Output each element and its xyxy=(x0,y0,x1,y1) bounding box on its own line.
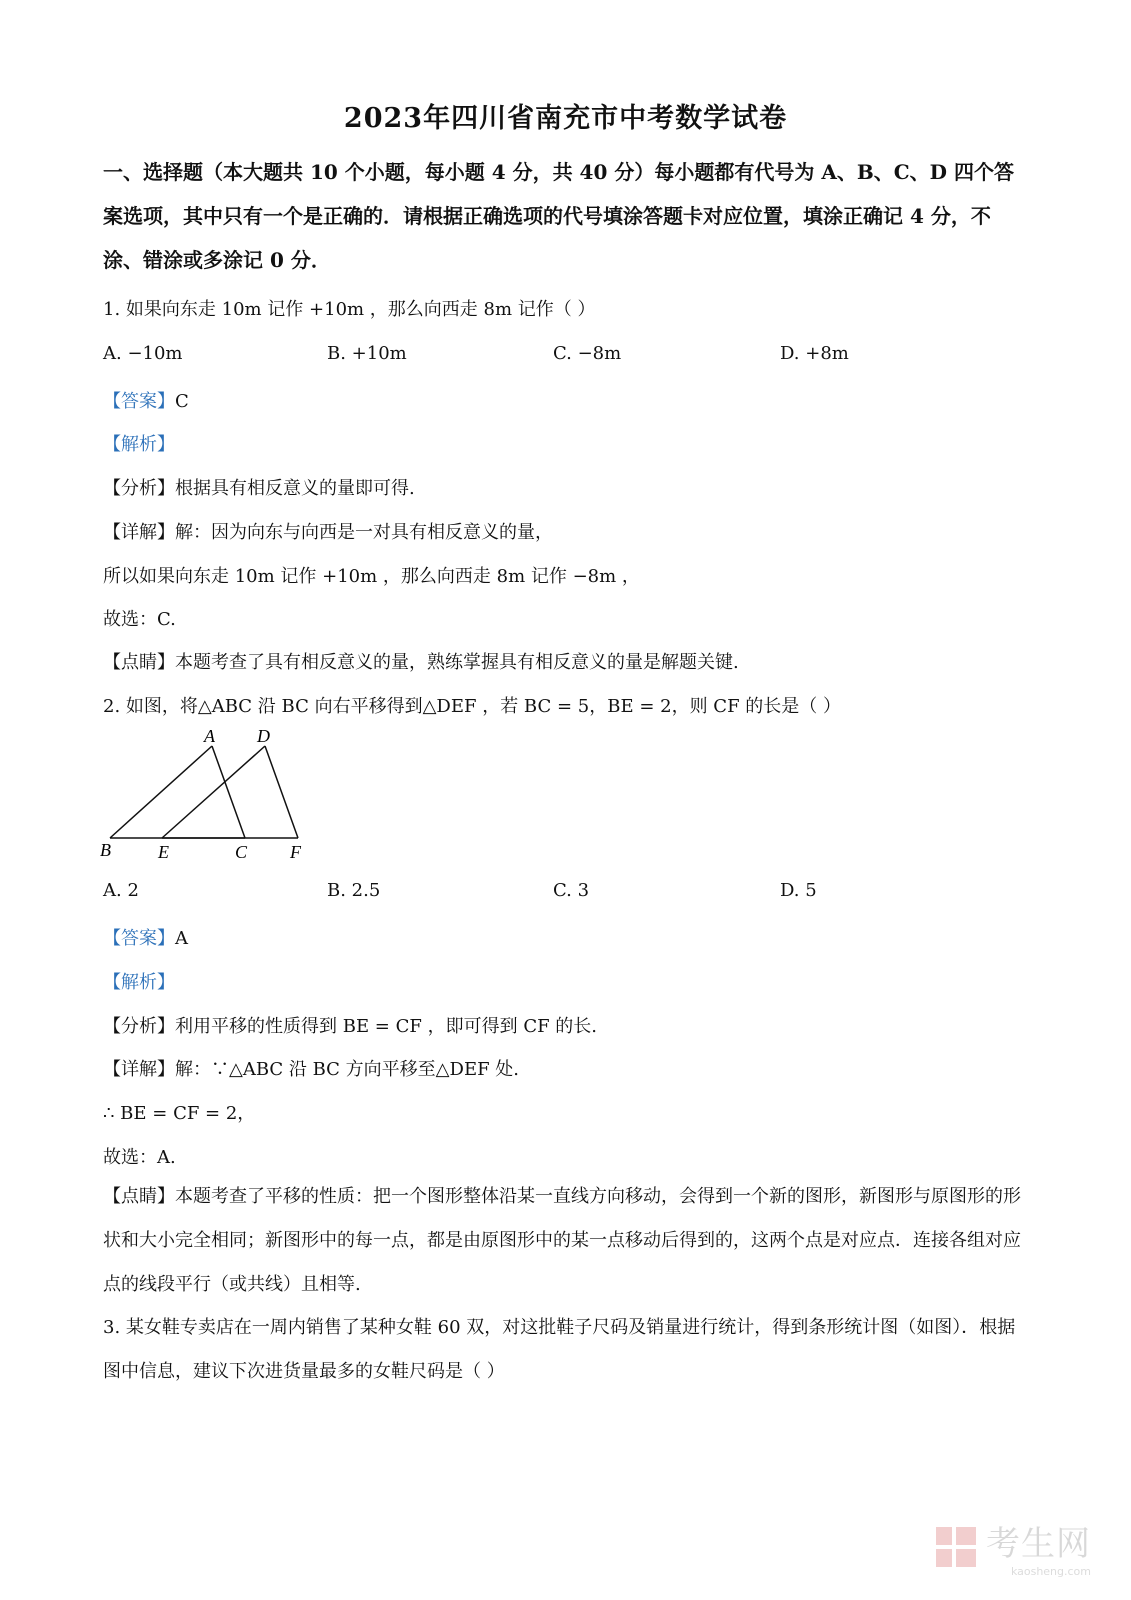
xiangjie-line: 【详解】解：因为向东与向西是一对具有相反意义的量， xyxy=(103,522,553,543)
segment-AC xyxy=(212,746,245,838)
segment-DE xyxy=(162,746,265,838)
label-A: A xyxy=(204,730,215,746)
segment-DF xyxy=(265,746,298,838)
option-c: C. 3 xyxy=(553,880,590,901)
option-a: A. 2 xyxy=(103,880,139,901)
question-3-stem: 3. 某女鞋专卖店在一周内销售了某种女鞋 60 双，对这批鞋子尺码及销量进行统计，得到条形统计图（如图）．根据图中信息，建议下次进货量最多的女鞋尺码是（ ） xyxy=(103,1317,1016,1382)
question-2-stem: 2. 如图，将△ABC 沿 BC 向右平移得到△DEF ，若 BC = 5，BE = 2，则 CF 的长是（ ） xyxy=(103,696,841,717)
option-c: C. −8m xyxy=(553,343,622,364)
label-E: E xyxy=(158,842,169,862)
option-a: A. −10m xyxy=(103,343,183,364)
option-d: D. +8m xyxy=(780,343,849,364)
page-title: 2023年四川省南充市中考数学试卷 xyxy=(343,103,788,134)
answer-tag: 【答案】 xyxy=(103,391,175,412)
answer-tag: 【答案】 xyxy=(103,928,175,949)
label-D: D xyxy=(257,730,270,746)
label-F: F xyxy=(290,842,301,862)
answer-value: C xyxy=(175,391,189,412)
label-C: C xyxy=(235,842,248,862)
dianjing-line: 【点睛】本题考查了具有相反意义的量，熟练掌握具有相反意义的量是解题关键. xyxy=(103,652,739,673)
watermark-brand: 考生网 xyxy=(986,1524,1091,1564)
fenxi-line: 【分析】根据具有相反意义的量即可得. xyxy=(103,478,415,499)
segment-AB xyxy=(110,746,212,838)
analysis-tag: 【解析】 xyxy=(103,972,175,993)
analysis-tag: 【解析】 xyxy=(103,434,175,455)
watermark-site: kaosheng.com xyxy=(1010,1565,1091,1578)
solution-line: 所以如果向东走 10m 记作 +10m ，那么向西走 8m 记作 −8m ， xyxy=(103,566,640,587)
option-b: B. +10m xyxy=(327,343,407,364)
answer-line xyxy=(103,924,188,950)
option-b: B. 2.5 xyxy=(327,880,381,901)
dianjing-paragraph: 【点睛】本题考查了平移的性质：把一个图形整体沿某一直线方向移动，会得到一个新的图形，新图形与原图形的形状和大小完全相同；新图形中的每一点，都是由原图形中的某一点移动后得到的，这两个点是对应点．连接各组对应点的线段平行（或共线）且相等. xyxy=(103,1186,1021,1295)
question-1-stem: 1. 如果向东走 10m 记作 +10m ，那么向西走 8m 记作（ ） xyxy=(103,299,596,320)
choose-line: 故选：C. xyxy=(103,609,176,630)
answer-value: A xyxy=(175,928,188,949)
section-header: 一、选择题（本大题共 10 个小题，每小题 4 分，共 40 分）每小题都有代号为 A、B、C、D 四个答案选项，其中只有一个是正确的．请根据正确选项的代号填涂答题卡对应位置，填涂正确记 4 分，不涂、错涂或多涂记 0 分． xyxy=(103,160,1014,272)
triangle-translation-figure xyxy=(100,730,330,870)
choose-line: 故选：A. xyxy=(103,1147,176,1168)
answer-line xyxy=(103,387,189,413)
kaosheng-logo-icon xyxy=(934,1525,978,1569)
solution-line: ∴ BE = CF = 2， xyxy=(103,1103,256,1124)
option-d: D. 5 xyxy=(780,880,817,901)
fenxi-line: 【分析】利用平移的性质得到 BE = CF ，即可得到 CF 的长. xyxy=(103,1016,598,1037)
watermark xyxy=(934,1516,1091,1578)
xiangjie-line: 【详解】解：∵△ABC 沿 BC 方向平移至△DEF 处. xyxy=(103,1059,520,1080)
label-B: B xyxy=(100,840,111,860)
